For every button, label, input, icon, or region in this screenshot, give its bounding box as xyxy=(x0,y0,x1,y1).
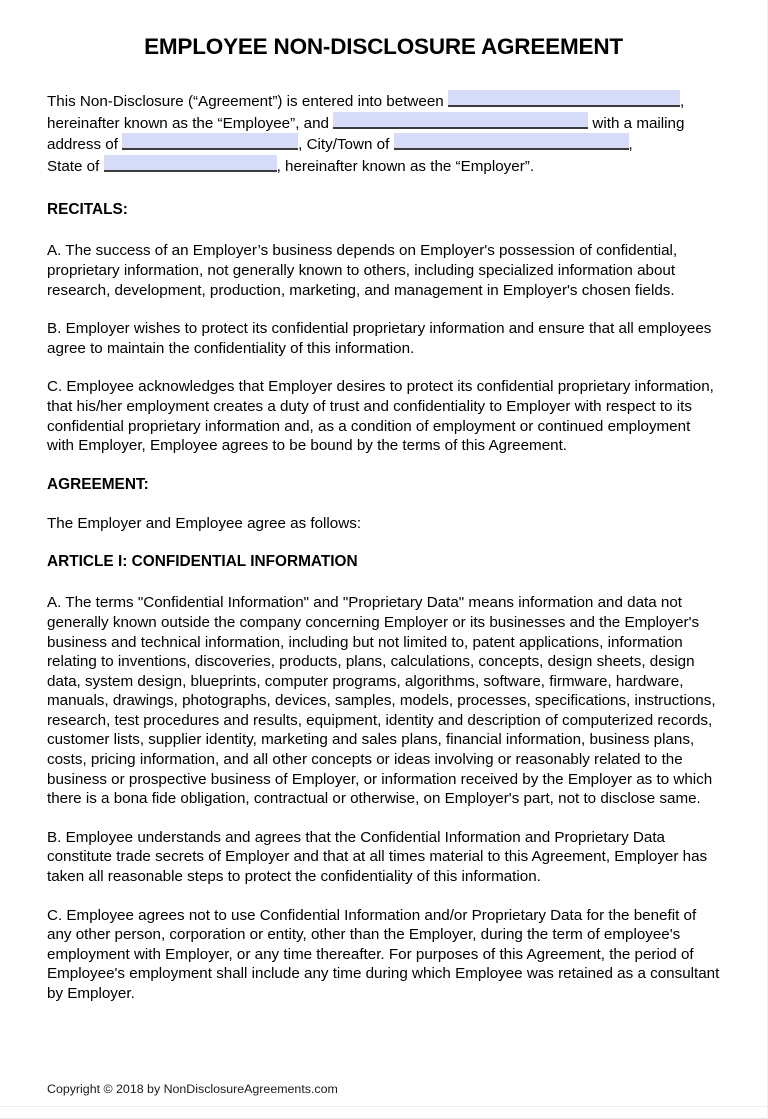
article-one-paragraph-b: B. Employee understands and agrees that the Confidential Information and Proprietary Data constitute trade secrets of Employer and that at all times material to this Agreement, Employer has taken all reasonable steps to protect the confidentiality of this information. xyxy=(47,828,708,886)
intro-line-3-trailing: , xyxy=(628,136,633,154)
intro-line-3 xyxy=(47,133,720,155)
article-one-paragraph-c: C. Employee agrees not to use Confidential Information and/or Proprietary Data for the benefit of any other person, corporation or entity, other than the Employer, during the term of employee's employment with Employer, or any time thereafter. For purposes of this Agreement, the period of Employee's employment shall include any time during which Employee was retained as a consultant by Employer. xyxy=(47,906,720,1002)
intro-line-1 xyxy=(47,90,720,112)
recitals-heading: RECITALS: xyxy=(47,201,128,219)
intro-line-1-text: This Non-Disclosure (“Agreement”) is entered into between xyxy=(47,93,448,110)
intro-line-4-trailing: , hereinafter known as the “Employer”. xyxy=(276,157,535,175)
article-one-heading: ARTICLE I: CONFIDENTIAL INFORMATION xyxy=(47,553,358,571)
intro-line-2-trailing: with a mailing xyxy=(588,114,685,132)
article-one-paragraph-a: A. The terms "Confidential Information" and "Proprietary Data" means information and data not generally known outside the company concerning Employer or its businesses and the Employer's business and technical information, including but not limited to, patent applications, information relating to inventions, discoveries, products, plans, calculations, concepts, design sheets, design data, system design, blueprints, computer programs, algorithms, software, firmware, hardware, manuals, drawings, photographs, devices, samples, models, processes, specifications, instructions, research, test procedures and results, equipment, identity and description of computerized records, customer lists, supplier identity, marketing and sales plans, financial information, business plans, costs, pricing information, and all other concepts or ideas involving or reasonably related to the business or prospective business of Employer, or information received by the Employer as to which there is a bona fide obligation, contractual or otherwise, on Employer's part, not to disclose same. xyxy=(47,594,716,808)
recitals-paragraph-a: A. The success of an Employer’s business depends on Employer's possession of confidential, proprietary information, not generally known to others, including specialized information about research, development, production, marketing, and management in Employer's chosen fields. xyxy=(47,242,678,299)
recitals-paragraph-c: C. Employee acknowledges that Employer desires to protect its confidential proprietary information, that his/her employment creates a duty of trust and confidentiality to Employer with respect to its confidential proprietary information and, as a condition of employment or continued employment with Employer, Employee agrees to be bound by the terms of this Agreement. xyxy=(47,378,714,455)
intro-line-2 xyxy=(47,112,720,134)
agreement-heading: AGREEMENT: xyxy=(47,475,149,493)
blank-employer-name[interactable] xyxy=(333,112,588,129)
blank-mailing-address[interactable] xyxy=(122,133,298,150)
intro-line-2-text: hereinafter known as the “Employee”, and xyxy=(47,114,334,132)
page-title: EMPLOYEE NON-DISCLOSURE AGREEMENT xyxy=(144,34,623,59)
intro-line-4 xyxy=(47,155,720,177)
agreement-lead-text: The Employer and Employee agree as follows: xyxy=(47,514,362,532)
blank-party-name[interactable] xyxy=(448,90,680,107)
recitals-paragraph-b: B. Employer wishes to protect its confidential proprietary information and ensure that all employees agree to maintain the confidentiality of this information. xyxy=(47,320,712,357)
blank-state[interactable] xyxy=(104,155,277,172)
footer-copyright: Copyright © 2018 by NonDisclosureAgreements.com xyxy=(47,1082,338,1096)
intro-line-3-text: address of xyxy=(47,136,123,154)
page-bottom-divider xyxy=(0,1106,767,1107)
intro-line-4-text: State of xyxy=(47,157,104,175)
intro-paragraph xyxy=(47,90,720,176)
intro-line-1-trailing: , xyxy=(679,93,685,110)
blank-city-town[interactable] xyxy=(394,133,629,150)
intro-line-3-mid: , City/Town of xyxy=(298,136,394,154)
